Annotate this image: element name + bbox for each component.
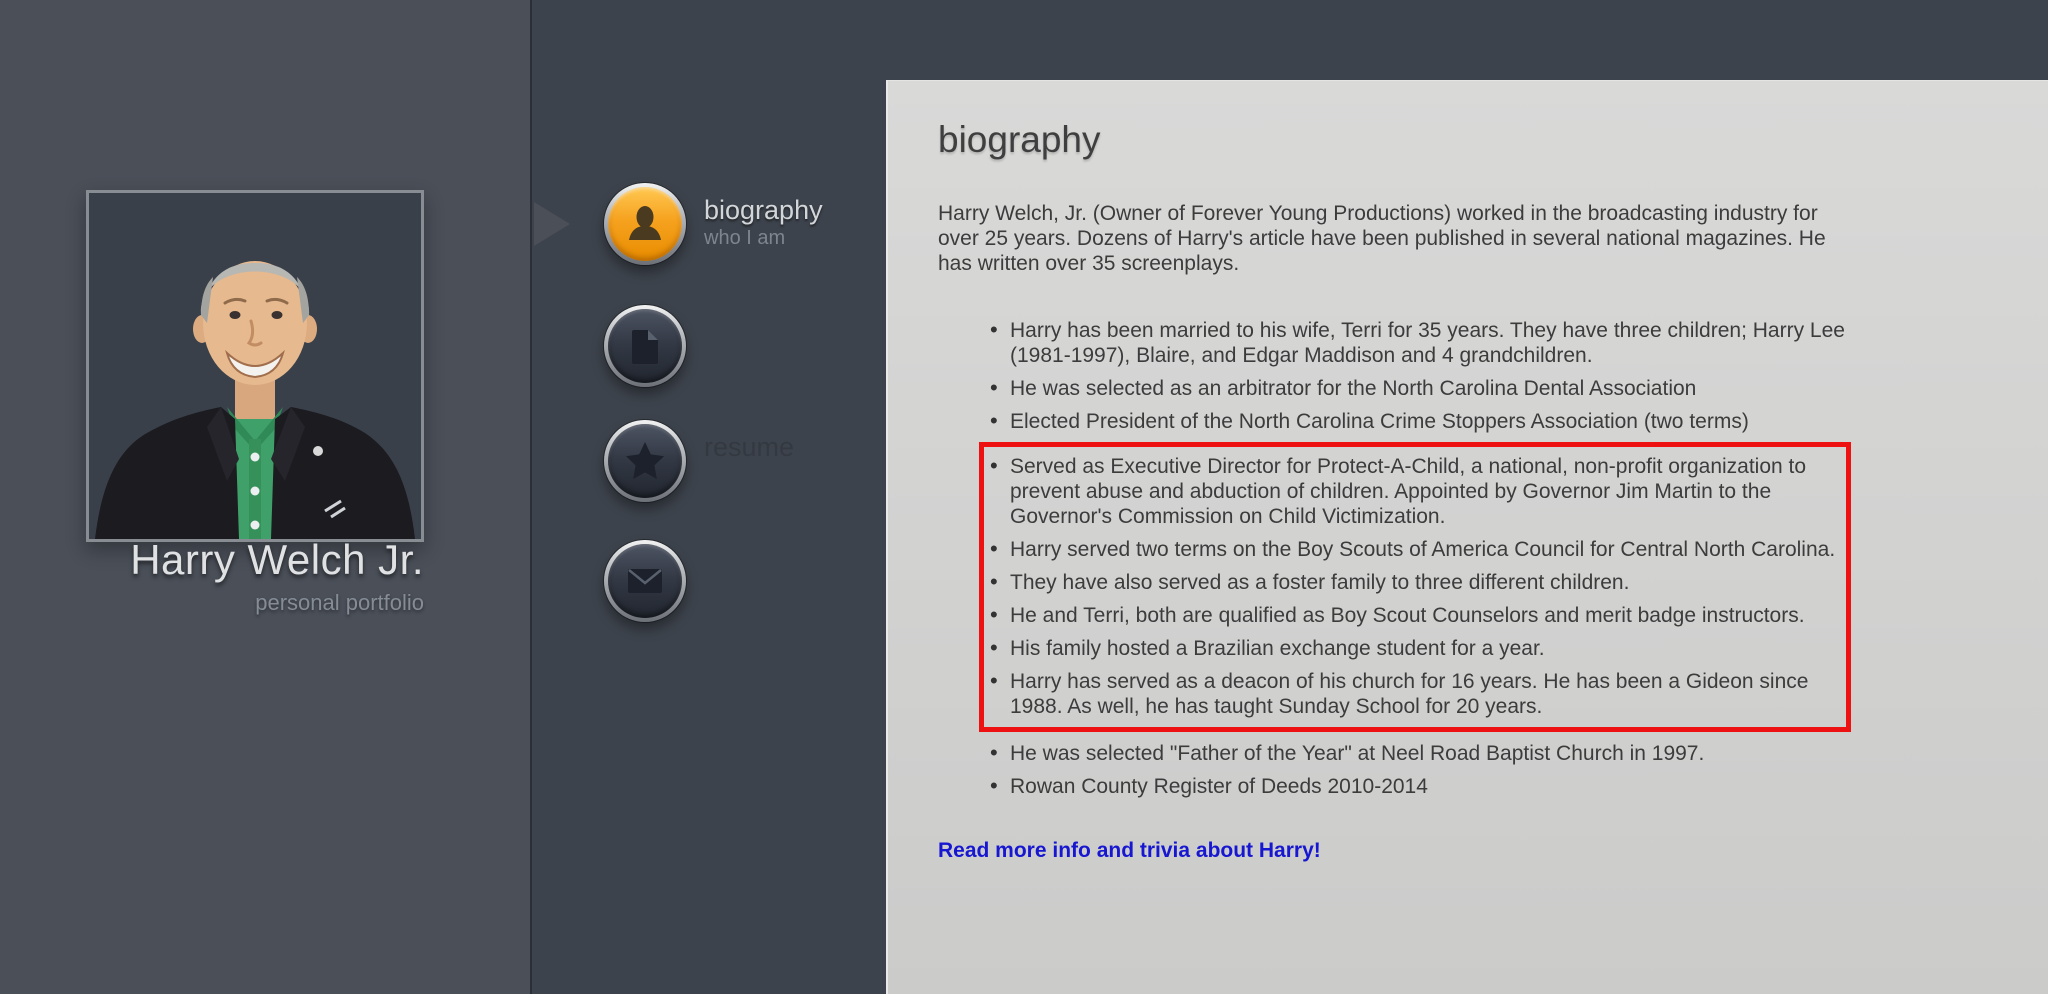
person-tagline: personal portfolio xyxy=(255,590,424,615)
nav-item-resume[interactable] xyxy=(604,420,794,502)
red-highlight-box xyxy=(979,442,1851,732)
bullet-item: • Rowan County Register of Deeds 2010-2014 xyxy=(988,774,1850,799)
nav-item-label: resume xyxy=(704,432,795,462)
bullet-item: • Harry has served as a deacon of his church for 16 years. He has been a Gideon since 1988. As well, he has taught Sunday School for 20 years. xyxy=(988,669,1840,719)
bullet-list-highlighted xyxy=(988,454,1840,719)
bullet-list-after xyxy=(988,741,1850,799)
person-icon xyxy=(604,183,686,265)
nav-item-contact[interactable] xyxy=(604,540,704,622)
nav-item-biography[interactable] xyxy=(604,183,823,265)
nav-item-label: biography xyxy=(704,195,823,225)
content-panel xyxy=(886,80,2048,994)
bullet-list-before xyxy=(988,318,1850,434)
document-icon xyxy=(604,305,686,387)
bullet-item: • Harry has been married to his wife, Terri for 35 years. They have three children; Harry Lee (1981-1997), Blaire, and Edgar Maddison and 4 grandchildren. xyxy=(988,318,1850,368)
bullet-item: • They have also served as a foster family to three different children. xyxy=(988,570,1840,595)
page-title: biography xyxy=(938,119,1101,160)
person-name: Harry Welch Jr. xyxy=(130,536,424,583)
bullet-item: • Elected President of the North Carolina Crime Stoppers Association (two terms) xyxy=(988,409,1850,434)
envelope-icon xyxy=(604,540,686,622)
bullet-item: • He was selected "Father of the Year" at Neel Road Baptist Church in 1997. xyxy=(988,741,1850,766)
bullet-item: • Harry served two terms on the Boy Scouts of America Council for Central North Carolina. xyxy=(988,537,1840,562)
bullet-item: • Served as Executive Director for Protect-A-Child, a national, non-profit organization to prevent abuse and abduction of children. Appointed by Governor Jim Martin to the Governor's Commission on Child Victimization. xyxy=(988,454,1840,529)
portrait-photo xyxy=(86,190,424,542)
bullet-item: • His family hosted a Brazilian exchange student for a year. xyxy=(988,636,1840,661)
sidebar xyxy=(0,0,532,994)
read-more-link[interactable]: Read more info and trivia about Harry! xyxy=(938,839,1321,862)
nav-item-documents[interactable] xyxy=(604,305,704,387)
intro-paragraph: Harry Welch, Jr. (Owner of Forever Young Productions) worked in the broadcasting industry for over 25 years. Dozens of Harry's article have been published in several national magazines. He has written over 35 screenplays. xyxy=(938,202,1826,275)
active-item-notch xyxy=(534,202,570,246)
nav-item-sublabel: who I am xyxy=(704,227,786,249)
bullet-item: • He and Terri, both are qualified as Boy Scout Counselors and merit badge instructors. xyxy=(988,603,1840,628)
star-icon xyxy=(604,420,686,502)
portrait-illustration xyxy=(89,193,421,539)
nav-panel xyxy=(534,0,884,994)
bullet-item: • He was selected as an arbitrator for the North Carolina Dental Association xyxy=(988,376,1850,401)
